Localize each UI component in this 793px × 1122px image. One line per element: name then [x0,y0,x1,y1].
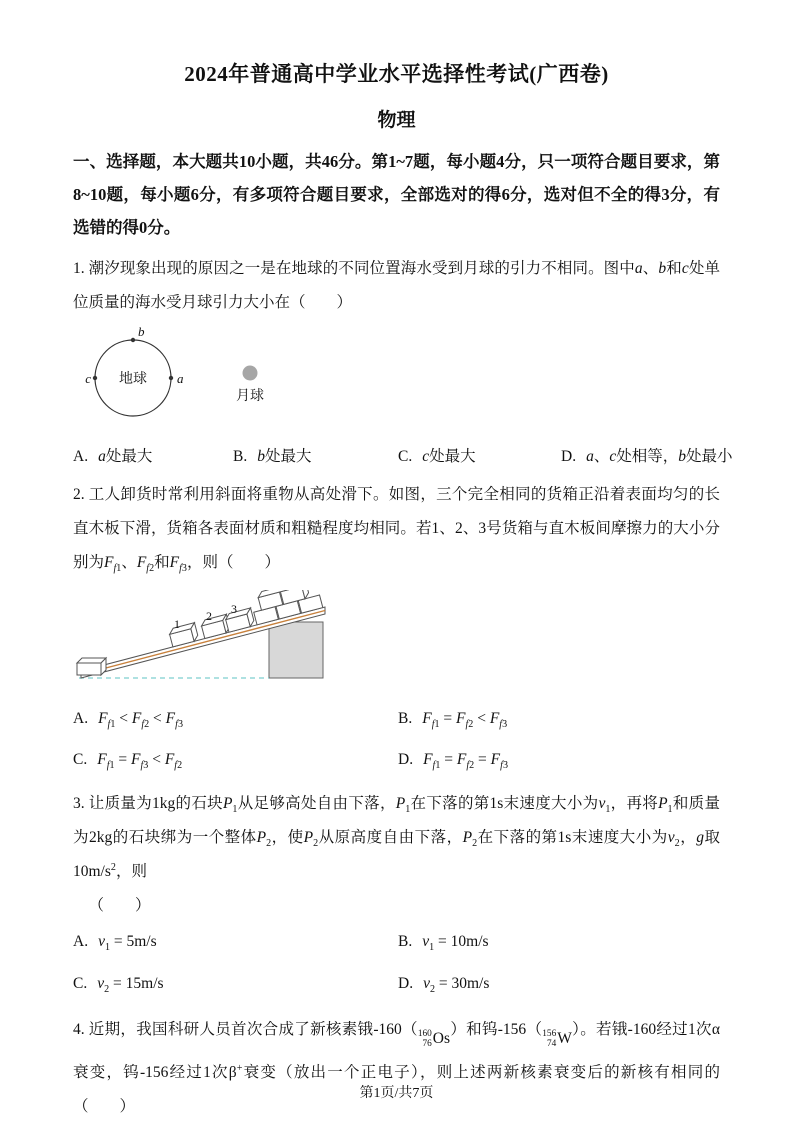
question-1-option-b: B. b处最大 [233,448,312,465]
box-2-label: 2 [206,609,212,623]
question-1-options [73,444,733,466]
question-3-option-a: A. $v_1 = 5m/s$ [73,933,157,954]
question-2-options [73,710,720,771]
point-c-label: c [85,371,91,386]
question-2-text: 2. 工人卸货时常利用斜面将重物从高处滑下。如图，三个完全相同的货箱正沿着表面均匀的长直木板下滑，货箱各表面材质和粗糙程度均相同。若1、2、3号货箱与直木板间摩擦力的大小分别为$F_{f1}$、$F_{f2}$和$F_{f3}$，则（ ） [73,486,720,575]
question-4-text: 4. 近期，我国科研人员首次合成了新核素锇-160（ 160 76 Os ）和钨-156（ 156 74 W ）。若锇-160经过1次α衰变，钨-156经过1次β+衰变（放出一个正电子），则上述两新核素衰变后的新核有相同的（ ） [73,1020,720,1116]
question-2-option-b: B. $F_{f1} = F_{f2} < F_{f3}$ [398,710,508,731]
earth-label: 地球 [119,372,147,387]
subject-title: 物理 [377,110,416,131]
question-3-text: 3. 让质量为1kg的石块$P_1$从足够高处自由下落，$P_1$在下落的第1s末速度大小为$v_1$，再将$P_1$和质量为2kg的石块绑为一个整体$P_2$，使$P_2$从原高度自由下落，$P_2$在下落的第1s末速度大小为$v_2$，g取$10m/s^2$，则 （ ） [73,795,720,915]
point-a-label: a [177,371,184,386]
question-2-option-d: D. $F_{f1} = F_{f2} = F_{f3}$ [398,751,508,772]
page-number: 第1页/共7页 [359,1086,434,1101]
point-c-dot [93,376,97,380]
question-1 [73,252,733,466]
moon-circle [243,366,258,381]
incline-figure [73,590,343,690]
question-3 [73,787,720,994]
point-a-dot [169,376,173,380]
question-3-option-c: C. $v_2 = 15m/s$ [73,974,164,995]
box-3-label: 3 [231,602,237,616]
question-2-diagram [73,590,720,695]
question-1-option-d: D. a、c处相等，b处最小 [561,448,733,465]
point-b-dot [131,338,135,342]
moon-label: 月球 [236,389,264,404]
question-1-text: 1. 潮汐现象出现的原因之一是在地球的不同位置海水受到月球的引力不相同。图中a、b和c处单位质量的海水受月球引力大小在（ ） [73,260,720,311]
earth-moon-figure [83,326,333,431]
point-b-label: b [138,326,145,339]
question-3-option-d: D. $v_2 = 30m/s$ [398,974,490,995]
question-2-option-a: A. $F_{f1} < F_{f2} < F_{f3}$ [73,710,183,731]
section-instructions: 一、选择题，本大题共10小题，共46分。第1~7题，每小题4分，只一项符合题目要求，第8~10题，每小题6分，有多项符合题目要求，全部选对的得6分，选对但不全的得3分，有选错的得0分。 [73,152,720,237]
question-1-diagram [83,326,720,436]
question-1-option-c: C. c处最大 [398,448,476,465]
question-4 [73,1013,720,1122]
exam-title: 2024年普通高中学业水平选择性考试(广西卷) [184,62,609,86]
ground-box [77,658,106,675]
question-3-option-b: B. $v_1 = 10m/s$ [398,933,489,954]
support-block [269,622,323,678]
box-1-label: 1 [174,617,180,631]
question-3-options [73,933,720,994]
question-1-option-a: A. a处最大 [73,448,153,465]
question-2-option-c: C. $F_{f1} = F_{f3} < F_{f2}$ [73,751,183,772]
question-2 [73,478,720,771]
